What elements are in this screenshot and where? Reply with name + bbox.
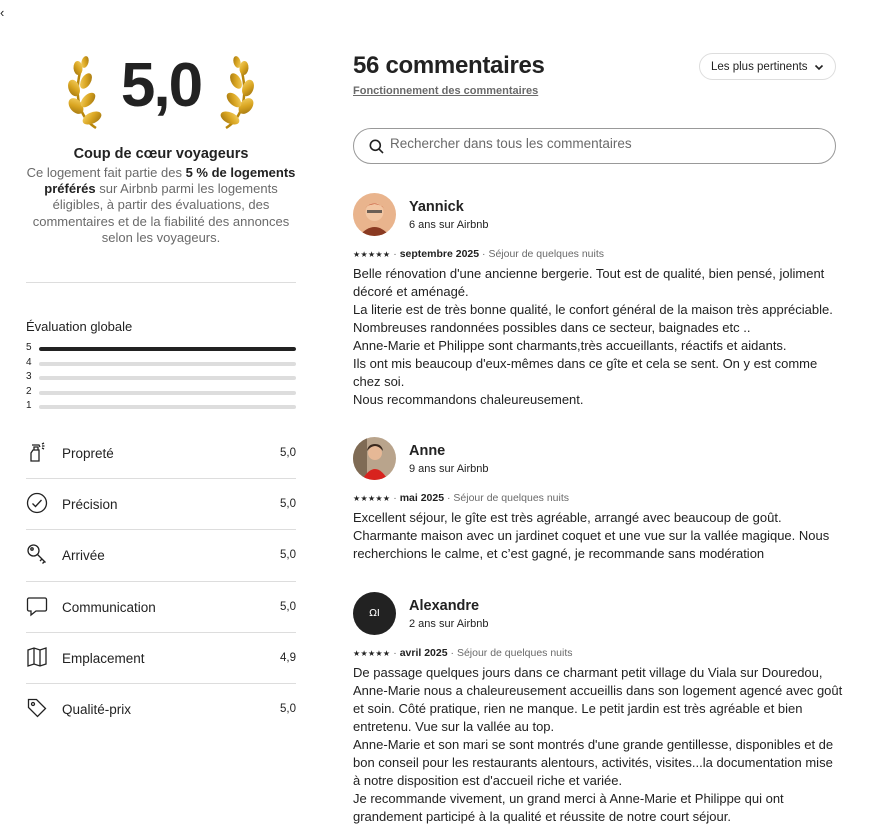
search-icon [369, 139, 384, 154]
category-label: Qualité-prix [62, 701, 132, 717]
category-cleanliness [26, 428, 296, 479]
category-checkin [26, 530, 296, 581]
rating-bar-fill [39, 347, 296, 351]
review-search-bar[interactable] [353, 128, 836, 164]
sort-dropdown[interactable] [699, 53, 836, 80]
rating-bar-row [26, 342, 296, 357]
category-communication [26, 582, 296, 633]
category-location [26, 633, 296, 684]
category-label: Arrivée [62, 548, 105, 564]
review-stars: ★★★★★ [353, 494, 391, 503]
overall-score: 5,0 [120, 51, 202, 120]
category-ratings [26, 428, 296, 735]
avatar[interactable] [353, 437, 396, 480]
review-text: De passage quelques jours dans ce charmant petit village du Viala sur Douredou, Anne-Marie nous a chaleureusement accueillis dans son logement agencé avec goût et soin. Côté pratique, rien ne manque. Le petit jardin est très agréable et bien entretenu. Vue sur la vallée au top. Anne-Marie et son mari se sont montrés d'une grande gentillesse, disponibles et de bon conseil pour les restaurants alentours, activités, visites...la documentation mise à notre disposition est d'accueil riche et variée. Je recommande vivement, un grand merci à Anne-Marie et Philippe qui ont grandement participé à la qualité et réussite de notre court séjour. [353, 665, 843, 824]
rating-bar-track [39, 405, 296, 409]
reviews-count: 56 commentaires [353, 52, 545, 79]
review-search-input[interactable] [390, 136, 820, 151]
category-score: 5,0 [280, 600, 296, 613]
review-text: Excellent séjour, le gîte est très agréable, arrangé avec beaucoup de goût. Charmante maison avec un jardinet coquet et une vue sur la vallée magique. Nous recherchions le calme, et c’est gagné, je recommande sans modération [353, 510, 830, 561]
guest-favorite-badge [66, 48, 256, 130]
review-meta: ★★★★★ · septembre 2025 · Séjour de quelques nuits [353, 248, 605, 260]
reviewer-name[interactable]: Yannick [409, 199, 464, 215]
rating-bar-label: 2 [26, 385, 32, 397]
review-date: mai 2025 [399, 492, 445, 504]
laurel-right-icon [214, 48, 256, 130]
reviewer-tenure: 9 ans sur Airbnb [409, 463, 489, 475]
back-icon[interactable]: ‹ [0, 5, 5, 20]
spray-bottle-icon [26, 441, 48, 463]
category-label: Emplacement [62, 650, 145, 666]
category-score: 5,0 [280, 498, 296, 511]
map-icon [26, 646, 48, 668]
avatar-initials: ΩI [369, 608, 380, 619]
category-label: Propreté [62, 446, 114, 461]
overall-rating-title: Évaluation globale [26, 319, 133, 334]
divider [26, 282, 296, 283]
guest-favorite-title: Coup de cœur voyageurs [73, 146, 249, 162]
rating-bar-row [26, 386, 296, 401]
rating-bar-label: 5 [26, 342, 32, 353]
review-text: Belle rénovation d'une ancienne bergerie. Tout est de qualité, bien pensé, joliment décoré et aménagé. La literie est de très bonne qualité, le confort général de la maison très appréciable. Nombreuses randonnées possibles dans ce secteur, baignades etc .. Anne-Marie et Philippe sont charmants,très accueillants, réactifs et aidants. Ils ont mis beaucoup d'eux-mêmes dans ce gîte et cela se sent. On y est comme chez soi. Nous recommandons chaleureusement. [353, 266, 833, 407]
category-score: 5,0 [280, 702, 296, 715]
rating-bar-track [39, 391, 296, 395]
rating-bar-row [26, 371, 296, 386]
rating-bar-label: 1 [26, 400, 32, 411]
rating-bar-row [26, 400, 296, 415]
stay-type: Séjour de quelques nuits [456, 647, 573, 659]
check-circle-icon [26, 492, 48, 514]
stay-type: Séjour de quelques nuits [488, 248, 605, 260]
category-score: 5,0 [280, 549, 296, 562]
category-value [26, 684, 296, 735]
avatar[interactable] [353, 592, 396, 635]
rating-distribution [26, 342, 296, 415]
reviewer-tenure: 6 ans sur Airbnb [409, 219, 489, 231]
reviewer-name[interactable]: Alexandre [409, 598, 480, 614]
key-icon [26, 543, 48, 565]
category-score: 4,9 [280, 651, 296, 664]
review-meta: ★★★★★ · mai 2025 · Séjour de quelques nuits [353, 492, 570, 504]
review-stars: ★★★★★ [353, 649, 391, 658]
category-accuracy [26, 479, 296, 530]
review-meta: ★★★★★ · avril 2025 · Séjour de quelques nuits [353, 647, 573, 659]
stay-type: Séjour de quelques nuits [453, 492, 570, 504]
review-stars: ★★★★★ [353, 250, 391, 259]
reviewer-name[interactable]: Anne [409, 443, 446, 459]
rating-bar-label: 3 [26, 371, 32, 382]
how-reviews-work-link[interactable]: Fonctionnement des commentaires [353, 85, 539, 97]
chat-bubble-icon [26, 595, 48, 617]
review-date: septembre 2025 [399, 248, 480, 260]
review-date: avril 2025 [399, 647, 448, 659]
rating-bar-track [39, 347, 296, 351]
reviewer-tenure: 2 ans sur Airbnb [409, 618, 489, 630]
rating-bar-label: 4 [26, 356, 32, 368]
category-label: Précision [62, 497, 118, 513]
category-label: Communication [62, 599, 156, 615]
category-score: 5,0 [280, 447, 296, 459]
avatar[interactable] [353, 193, 396, 236]
guest-favorite-highlight: 5 % de logements préférés [44, 165, 296, 197]
rating-bar-track [39, 376, 296, 380]
sort-label: Les plus pertinents [711, 60, 808, 73]
rating-bar-track [39, 362, 296, 366]
chevron-down-icon [814, 62, 824, 72]
rating-bar-row [26, 357, 296, 372]
guest-favorite-description: Ce logement fait partie des 5 % de logements préférés sur Airbnb parmi les logements éligibles, à partir des évaluations, des commentaires et de la fiabilité des annonces selon les voyageurs. [26, 165, 296, 245]
price-tag-icon [26, 697, 48, 719]
